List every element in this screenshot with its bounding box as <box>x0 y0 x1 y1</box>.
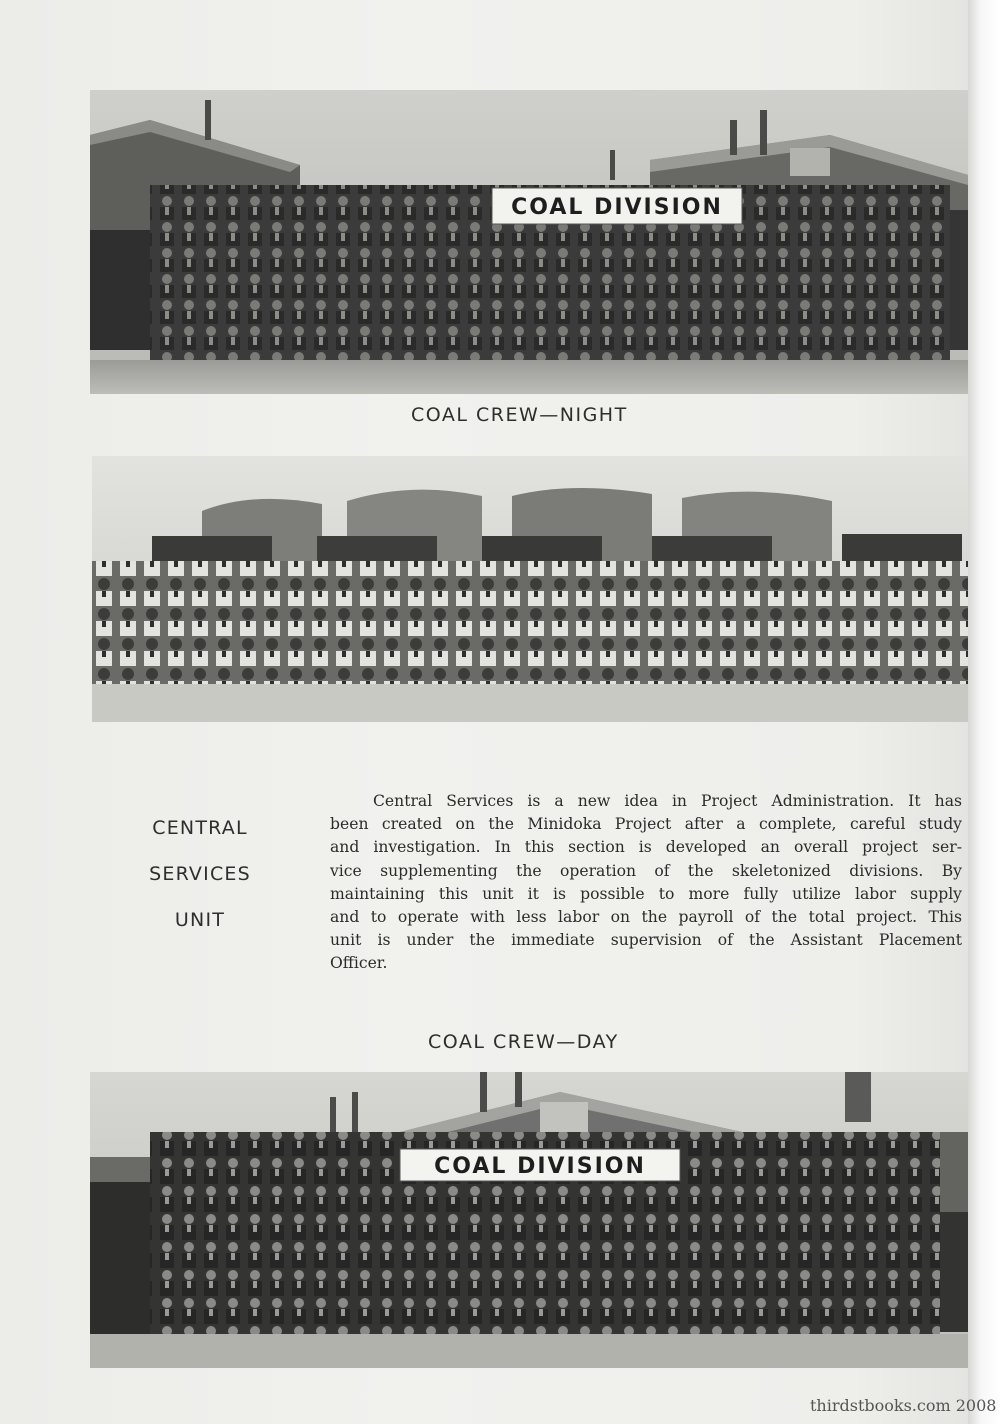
heading-line-services: SERVICES <box>149 863 251 885</box>
caption-coal-crew-night: COAL CREW—NIGHT <box>411 404 628 426</box>
paragraph-line: and investigation. In this section is developed an overall project ser- <box>330 838 962 857</box>
paragraph-line: been created on the Minidoka Project after a complete, careful study <box>330 815 962 834</box>
coal-division-banner-night: COAL DIVISION <box>511 195 723 220</box>
heading-line-central: CENTRAL <box>152 817 248 839</box>
watermark: thirdstbooks.com 2008 <box>810 1396 997 1415</box>
page-binding-edge <box>968 0 1000 1424</box>
central-services-heading <box>120 805 280 943</box>
central-services-paragraph <box>330 790 962 976</box>
coal-crew-day-photo-image <box>90 1072 968 1368</box>
heading-line-unit: UNIT <box>174 909 226 931</box>
central-services-crew-photo <box>92 456 968 722</box>
paragraph-line: unit is under the immediate supervision of the Assistant Placement <box>330 931 962 950</box>
central-services-crew-photo-image <box>92 456 968 722</box>
coal-crew-night-photo-image <box>90 90 968 394</box>
paragraph-line: Central Services is a new idea in Project Administration. It has <box>373 792 962 810</box>
coal-crew-day-photo <box>90 1072 968 1368</box>
paragraph-line: maintaining this unit it is possible to more fully utilize labor supply <box>330 884 962 903</box>
paragraph-line: Officer. <box>330 954 388 973</box>
paragraph-line: vice supplementing the operation of the skeletonized divisions. By <box>330 861 962 880</box>
coal-division-banner-day: COAL DIVISION <box>434 1154 646 1179</box>
caption-coal-crew-day: COAL CREW—DAY <box>428 1031 619 1053</box>
coal-crew-night-photo <box>90 90 968 394</box>
paragraph-line: and to operate with less labor on the payroll of the total project. This <box>330 908 962 927</box>
